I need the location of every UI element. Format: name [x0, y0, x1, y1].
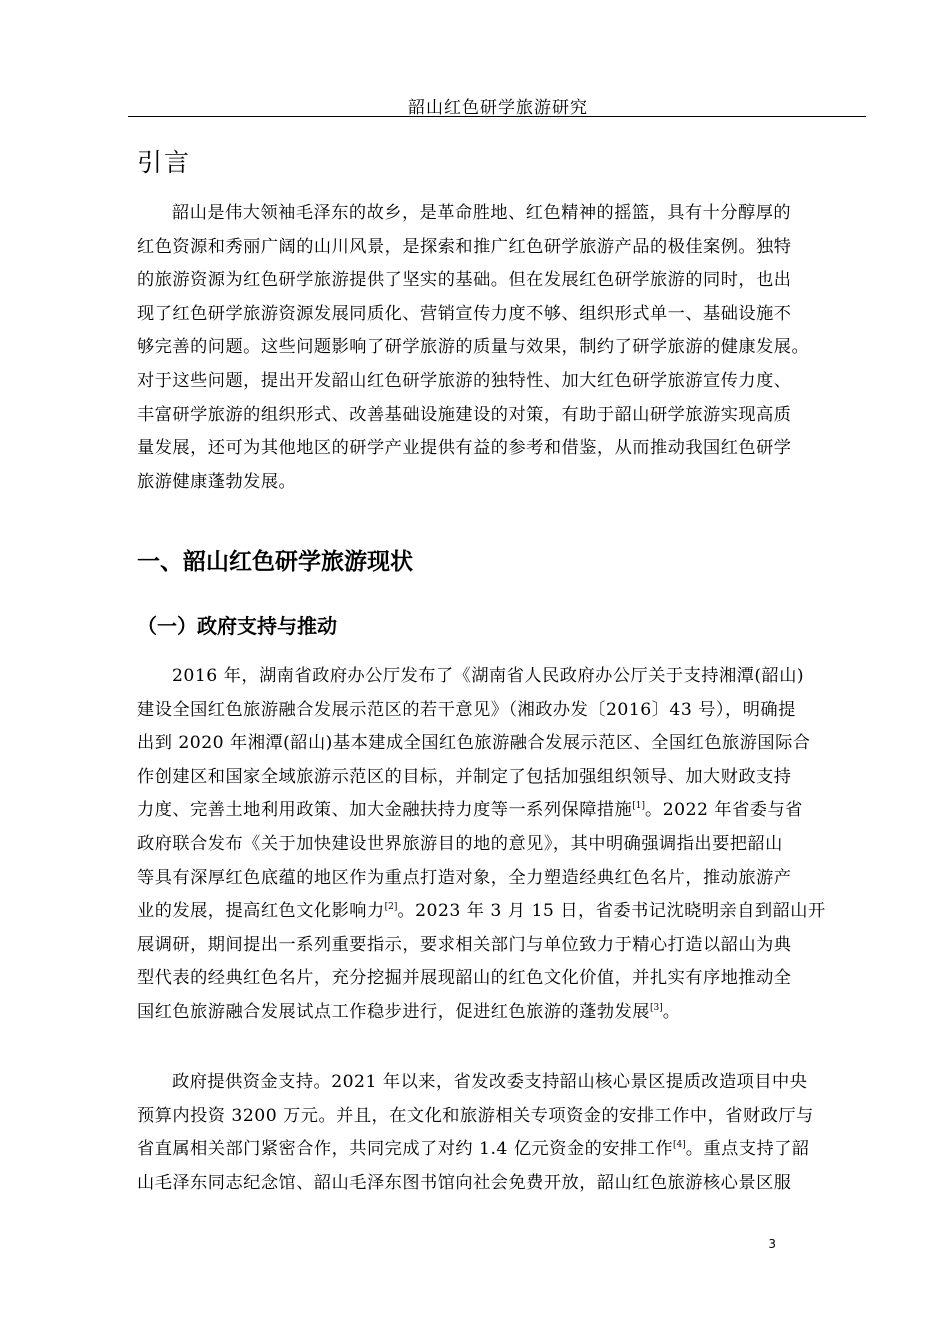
citation-ref[interactable]: [4] [673, 1140, 686, 1151]
intro-heading: 引言 [137, 148, 192, 177]
line-text: 。 [662, 1001, 681, 1022]
line-text: 省直属相关部门紧密合作，共同完成了对约 1.4 亿元资金的安排工作 [137, 1139, 674, 1160]
paragraph-line: 型代表的经典红色名片，充分挖掘并展现韶山的红色文化价值，并扎实有序地推动全 [137, 968, 792, 989]
paragraph-line: 展调研，期间提出一系列重要指示，要求相关部门与单位致力于精心打造以韶山为典 [137, 934, 792, 955]
paragraph-line: 政府提供资金支持。2021 年以来，省发改委支持韶山核心景区提质改造项目中央 [172, 1072, 808, 1092]
paragraph-line [137, 996, 861, 1030]
line-text: 。2022 年省委与省 [645, 800, 803, 821]
paragraph-line: 预算内投资 3200 万元。并且，在文化和旅游相关专项资金的安排工作中，省财政厅与 [137, 1105, 814, 1126]
paragraph-line: 政府联合发布《关于加快建设世界旅游目的地的意见》，其中明确强调指出要把韶山 [137, 833, 783, 854]
paragraph-line [137, 794, 861, 828]
intro-line: 红色资源和秀丽广阔的山川风景，是探索和推广红色研学旅游产品的极佳案例。独特 [137, 236, 792, 257]
header-rule [128, 116, 866, 117]
running-header: 韶山红色研学旅游研究 [408, 98, 588, 118]
intro-line: 丰富研学旅游的组织形式、改善基础设施建设的对策，有助于韶山研学旅游实现高质 [137, 404, 792, 425]
paragraph-line: 出到 2020 年湘潭(韶山)基本建成全国红色旅游融合发展示范区、全国红色旅游国际合 [137, 733, 811, 754]
paragraph-line: 作创建区和国家全域旅游示范区的目标，并制定了包括加强组织领导、加大财政支持 [137, 766, 792, 787]
section-heading: 一、韶山红色研学旅游现状 [137, 549, 413, 575]
line-text: 业的发展，提高红色文化影响力 [137, 901, 385, 922]
intro-line: 旅游健康蓬勃发展。 [137, 471, 297, 492]
page-number-container [0, 1237, 776, 1251]
government-support-paragraph [137, 660, 861, 1030]
paragraph-line: 2016 年，湖南省政府办公厅发布了《湖南省人民政府办公厅关于支持湘潭(韶山) [172, 666, 805, 686]
subsection-heading: （一）政府支持与推动 [137, 614, 337, 638]
citation-ref[interactable]: [2] [384, 902, 398, 913]
paragraph-line [137, 895, 861, 929]
line-text: 国红色旅游融合发展试点工作稳步进行，促进红色旅游的蓬勃发展 [137, 1001, 650, 1022]
intro-line: 的旅游资源为红色研学旅游提供了坚实的基础。但在发展红色研学旅游的同时，也出 [137, 270, 792, 291]
citation-ref[interactable]: [1] [632, 801, 646, 812]
line-text: 力度、完善土地利用政策、加大金融扶持力度等一系列保障措施 [137, 800, 633, 821]
page-number: 3 [768, 1237, 776, 1251]
line-text: 。2023 年 3 月 15 日，省委书记沈晓明亲自到韶山开 [397, 901, 826, 922]
funding-paragraph [137, 1066, 861, 1200]
line-text: 。重点支持了韶 [685, 1139, 810, 1160]
paragraph-line: 山毛泽东同志纪念馆、韶山毛泽东图书馆向社会免费开放，韶山红色旅游核心景区服 [137, 1172, 792, 1193]
citation-ref[interactable]: [3] [649, 1002, 663, 1013]
intro-line: 现了红色研学旅游资源发展同质化、营销宣传力度不够、组织形式单一、基础设施不 [137, 303, 792, 324]
paragraph-line [137, 1133, 861, 1167]
paragraph-line: 等具有深厚红色底蕴的地区作为重点打造对象，全力塑造经典红色名片，推动旅游产 [137, 867, 792, 888]
intro-line: 韶山是伟大领袖毛泽东的故乡，是革命胜地、红色精神的摇篮，具有十分醇厚的 [172, 203, 792, 223]
paragraph-line: 建设全国红色旅游融合发展示范区的若干意见》（湘政办发〔2016〕43 号），明确提 [137, 699, 796, 720]
intro-line: 对于这些问题，提出开发韶山红色研学旅游的独特性、加大红色研学旅游宣传力度、 [137, 370, 792, 391]
intro-line: 量发展，还可为其他地区的研学产业提供有益的参考和借鉴，从而推动我国红色研学 [137, 438, 792, 459]
intro-paragraph [137, 197, 861, 499]
intro-line: 够完善的问题。这些问题影响了研学旅游的质量与效果，制约了研学旅游的健康发展。 [137, 337, 810, 358]
